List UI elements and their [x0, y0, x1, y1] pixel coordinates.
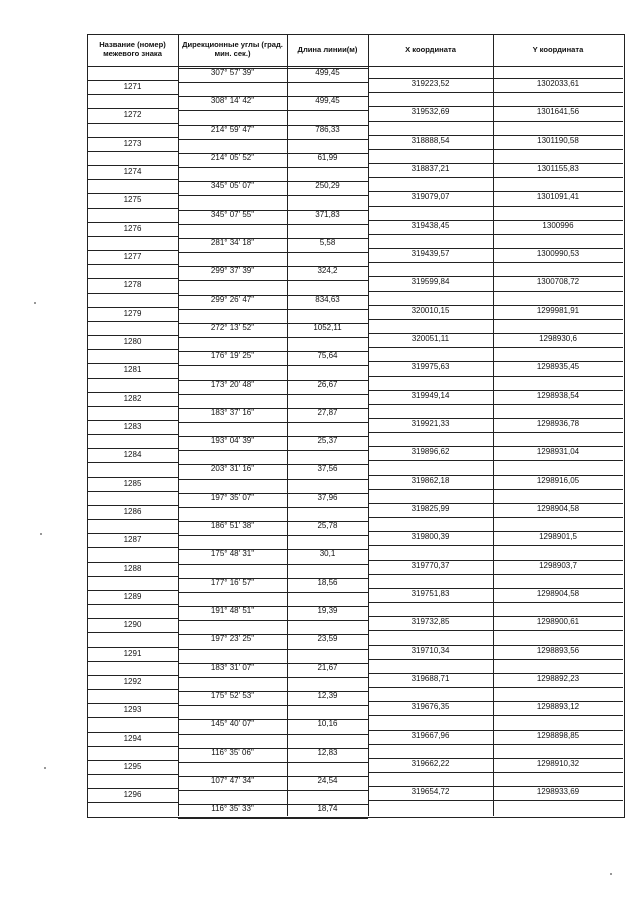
row-divider [368, 687, 623, 688]
row-divider [368, 234, 623, 235]
y-coordinate-cell: 1298903,7 [539, 560, 577, 570]
point-name-cell: 1287 [123, 535, 142, 545]
y-coordinate-cell: 1298898,85 [536, 730, 580, 740]
row-divider [87, 788, 178, 789]
row-divider [87, 80, 178, 81]
length-cell: 37,96 [317, 492, 338, 502]
row-divider [368, 659, 623, 660]
x-coordinate-cell: 319825,99 [411, 503, 450, 513]
point-name-cell: 1295 [123, 761, 142, 771]
x-coordinate-cell: 319732,85 [411, 617, 450, 627]
row-divider [178, 620, 368, 621]
row-divider [178, 224, 368, 225]
row-divider [178, 734, 368, 735]
y-coordinate-cell: 1298933,69 [536, 787, 580, 797]
row-divider [368, 92, 623, 93]
y-coordinate-cell: 1298930,6 [539, 334, 577, 344]
row-divider [178, 280, 368, 281]
x-coordinate-cell: 318837,21 [411, 164, 450, 174]
x-coordinate-cell: 319770,37 [411, 560, 450, 570]
angle-cell: 299° 26' 47" [210, 294, 255, 304]
row-divider [87, 746, 178, 747]
row-divider [87, 477, 178, 478]
angle-cell: 299° 37' 39" [210, 266, 255, 276]
length-cell: 371,83 [315, 209, 340, 219]
row-divider [87, 604, 178, 605]
row-divider [87, 222, 178, 223]
header-x: X координата [405, 44, 456, 54]
length-cell: 499,45 [315, 68, 340, 77]
x-coordinate-cell: 319676,35 [411, 702, 450, 712]
row-divider [178, 450, 368, 451]
row-divider [178, 252, 368, 253]
row-divider [87, 392, 178, 393]
length-cell: 24,54 [317, 776, 338, 785]
length-cell: 12,83 [317, 747, 338, 757]
row-divider [87, 632, 178, 633]
angle-cell: 191° 48' 51" [210, 606, 255, 616]
y-coordinate-cell: 1298893,56 [536, 645, 580, 655]
x-coordinate-cell: 319662,22 [411, 758, 450, 768]
row-divider [87, 448, 178, 449]
angle-cell: 175° 48' 31" [210, 549, 255, 559]
row-divider [178, 818, 368, 819]
angle-cell: 175° 52' 53" [210, 691, 255, 701]
row-divider [87, 108, 178, 109]
x-coordinate-cell: 319438,45 [411, 220, 450, 230]
point-name-cell: 1277 [123, 252, 142, 262]
x-coordinate-cell: 319439,57 [411, 249, 450, 259]
angle-cell: 107° 47' 34" [210, 776, 255, 785]
header-divider [87, 66, 623, 67]
y-coordinate-cell: 1299981,91 [536, 305, 580, 315]
scan-speck [40, 533, 42, 535]
scan-speck [610, 873, 612, 875]
row-divider [87, 519, 178, 520]
angle-cell: 345° 05' 07" [210, 181, 255, 191]
row-divider [87, 732, 178, 733]
point-name-cell: 1282 [123, 393, 142, 403]
row-divider [178, 167, 368, 168]
y-coordinate-cell: 1301190,58 [537, 135, 579, 145]
x-coordinate-cell: 320010,15 [411, 305, 450, 315]
y-coordinate-cell: 1298936,78 [536, 419, 580, 428]
y-coordinate-cell: 1298893,12 [536, 702, 580, 712]
row-divider [87, 703, 178, 704]
y-coordinate-cell: 1298916,05 [536, 475, 580, 485]
row-divider [368, 177, 623, 178]
angle-cell: 272° 13' 52" [210, 322, 255, 332]
y-coordinate-cell: 1300990,53 [536, 249, 580, 259]
row-divider [87, 434, 178, 435]
length-cell: 12,39 [317, 691, 338, 701]
point-name-cell: 1294 [123, 733, 142, 743]
y-coordinate-cell: 1298904,58 [536, 503, 580, 513]
header-angle: Дирекционные углы (град. мин. сек.) [182, 40, 283, 58]
row-divider [87, 505, 178, 506]
angle-cell: 214° 05' 52" [210, 152, 255, 162]
row-divider [87, 363, 178, 364]
row-divider [87, 193, 178, 194]
y-coordinate-cell: 1300996 [542, 220, 574, 230]
row-divider [87, 165, 178, 166]
scan-speck [34, 302, 36, 304]
scan-speck [44, 767, 46, 769]
row-divider [87, 802, 178, 803]
length-cell: 27,87 [317, 407, 338, 417]
point-name-cell: 1281 [123, 365, 142, 375]
length-cell: 61,99 [317, 152, 338, 162]
row-divider [87, 576, 178, 577]
x-coordinate-cell: 319751,83 [411, 588, 450, 598]
point-name-cell: 1291 [123, 648, 142, 658]
row-divider [368, 460, 623, 461]
length-cell: 25,37 [317, 436, 338, 446]
length-cell: 786,33 [315, 124, 340, 134]
header-y: Y координата [532, 44, 584, 54]
angle-cell: 145° 40' 07" [210, 719, 255, 729]
row-divider [87, 349, 178, 350]
angle-cell: 176° 19' 25" [210, 351, 255, 361]
x-coordinate-cell: 320051,11 [411, 334, 450, 344]
row-divider [87, 250, 178, 251]
length-cell: 19,39 [317, 606, 338, 616]
row-divider [178, 762, 368, 763]
y-coordinate-cell: 1298904,58 [536, 588, 580, 598]
length-cell: 25,78 [317, 521, 338, 531]
row-divider [87, 717, 178, 718]
point-name-cell: 1283 [123, 422, 142, 431]
point-name-cell: 1272 [123, 110, 142, 120]
row-divider [87, 618, 178, 619]
point-name-cell: 1278 [123, 280, 142, 290]
row-divider [368, 574, 623, 575]
point-name-cell: 1279 [123, 308, 142, 318]
length-cell: 18,74 [317, 804, 338, 814]
length-cell: 21,67 [317, 662, 338, 672]
x-coordinate-cell: 319862,18 [411, 475, 450, 485]
x-coordinate-cell: 319710,34 [411, 645, 450, 655]
point-name-cell: 1274 [123, 167, 142, 177]
angle-cell: 183° 37' 16" [210, 407, 255, 417]
row-divider [87, 760, 178, 761]
row-divider [368, 149, 623, 150]
row-divider [178, 705, 368, 706]
y-coordinate-cell: 1302033,61 [536, 79, 580, 89]
row-divider [368, 489, 623, 490]
row-divider [87, 675, 178, 676]
row-divider [87, 689, 178, 690]
point-name-cell: 1286 [123, 506, 142, 516]
x-coordinate-cell: 319896,62 [411, 447, 450, 457]
y-coordinate-cell: 1301641,56 [536, 107, 580, 117]
row-divider [87, 307, 178, 308]
row-divider [368, 800, 623, 801]
point-name-cell: 1284 [123, 450, 142, 460]
row-divider [87, 661, 178, 662]
row-divider [368, 772, 623, 773]
y-coordinate-cell: 1298931,04 [536, 447, 580, 457]
point-name-cell: 1289 [123, 591, 142, 601]
x-coordinate-cell: 319667,96 [411, 730, 450, 740]
row-divider [368, 319, 623, 320]
length-cell: 26,67 [317, 379, 338, 389]
row-divider [368, 206, 623, 207]
row-divider [178, 195, 368, 196]
point-name-cell: 1292 [123, 676, 142, 686]
row-divider [178, 479, 368, 480]
angle-cell: 173° 20' 48" [210, 379, 255, 389]
angle-cell: 183° 31' 07" [210, 662, 255, 672]
row-divider [87, 590, 178, 591]
y-coordinate-cell: 1298935,45 [536, 362, 580, 372]
angle-cell: 116° 35' 06" [211, 747, 254, 757]
row-divider [368, 715, 623, 716]
point-name-cell: 1285 [123, 478, 142, 488]
length-cell: 10,16 [317, 719, 338, 729]
y-coordinate-cell: 1301155,83 [537, 164, 579, 174]
row-divider [178, 592, 368, 593]
row-divider [178, 535, 368, 536]
length-cell: 37,56 [317, 464, 338, 474]
angle-cell: 197° 35' 07" [210, 492, 255, 502]
angle-cell: 307° 57' 39" [210, 68, 255, 77]
angle-cell: 193° 04' 39" [210, 436, 255, 446]
y-coordinate-cell: 1300708,72 [536, 277, 580, 287]
length-cell: 499,45 [315, 96, 340, 106]
header-name: Название (номер) межевого знака [99, 40, 166, 58]
x-coordinate-cell: 319532,69 [411, 107, 450, 117]
point-name-cell: 1280 [123, 337, 142, 347]
angle-cell: 214° 59' 47" [210, 124, 255, 134]
header-length: Длина линии(м) [297, 44, 358, 54]
x-coordinate-cell: 319688,71 [411, 673, 450, 683]
row-divider [368, 121, 623, 122]
row-divider [87, 94, 178, 95]
row-divider [178, 790, 368, 791]
point-name-cell: 1290 [123, 620, 142, 630]
x-coordinate-cell: 319654,72 [411, 787, 450, 797]
angle-cell: 281° 34' 18" [210, 237, 255, 247]
row-divider [368, 262, 623, 263]
row-divider [368, 744, 623, 745]
x-coordinate-cell: 319599,84 [411, 277, 450, 287]
y-coordinate-cell: 1301091,41 [536, 192, 580, 202]
x-coordinate-cell: 319975,63 [411, 362, 450, 372]
row-divider [87, 278, 178, 279]
row-divider [178, 337, 368, 338]
x-coordinate-cell: 318888,54 [411, 135, 450, 145]
row-divider [87, 151, 178, 152]
y-coordinate-cell: 1298892,23 [536, 673, 580, 683]
row-divider [87, 491, 178, 492]
row-divider [368, 630, 623, 631]
angle-cell: 186° 51' 38" [210, 521, 255, 531]
x-coordinate-cell: 319223,52 [411, 79, 450, 89]
row-divider [178, 82, 368, 83]
row-divider [87, 562, 178, 563]
angle-cell: 116° 35' 33" [211, 804, 254, 814]
row-divider [87, 179, 178, 180]
point-name-cell: 1273 [123, 138, 142, 148]
row-divider [368, 517, 623, 518]
point-name-cell: 1288 [123, 563, 142, 573]
row-divider [368, 404, 623, 405]
row-divider [178, 139, 368, 140]
row-divider [178, 649, 368, 650]
length-cell: 250,29 [315, 181, 340, 191]
row-divider [368, 602, 623, 603]
row-divider [178, 564, 368, 565]
length-cell: 18,56 [317, 577, 338, 587]
x-coordinate-cell: 319079,07 [411, 192, 450, 202]
x-coordinate-cell: 319921,33 [411, 419, 450, 428]
coordinates-table [87, 34, 625, 818]
point-name-cell: 1276 [123, 223, 142, 233]
row-divider [368, 545, 623, 546]
row-divider [368, 376, 623, 377]
row-divider [178, 309, 368, 310]
row-divider [178, 110, 368, 111]
row-divider [178, 507, 368, 508]
length-cell: 1052,11 [313, 322, 342, 332]
y-coordinate-cell: 1298901,5 [539, 532, 577, 542]
length-cell: 834,63 [315, 294, 340, 304]
point-name-cell: 1271 [123, 82, 142, 92]
row-divider [87, 335, 178, 336]
row-divider [368, 291, 623, 292]
row-divider [87, 123, 178, 124]
row-divider [87, 533, 178, 534]
row-divider [87, 462, 178, 463]
length-cell: 324,2 [317, 266, 338, 276]
angle-cell: 308° 14' 42" [210, 96, 255, 106]
row-divider [87, 321, 178, 322]
y-coordinate-cell: 1298910,32 [536, 758, 580, 768]
row-divider [178, 394, 368, 395]
row-divider [87, 208, 178, 209]
length-cell: 75,64 [317, 351, 338, 361]
angle-cell: 197° 23' 25" [210, 634, 255, 644]
point-name-cell: 1275 [123, 195, 142, 205]
row-divider [87, 264, 178, 265]
length-cell: 30,1 [319, 549, 336, 559]
row-divider [178, 422, 368, 423]
angle-cell: 345° 07' 55" [210, 209, 255, 219]
row-divider [368, 432, 623, 433]
point-name-cell: 1296 [123, 790, 142, 800]
row-divider [87, 378, 178, 379]
row-divider [87, 774, 178, 775]
x-coordinate-cell: 319800,39 [411, 532, 450, 542]
row-divider [87, 647, 178, 648]
row-divider [178, 677, 368, 678]
row-divider [178, 365, 368, 366]
angle-cell: 203° 31' 16" [210, 464, 255, 474]
row-divider [368, 347, 623, 348]
row-divider [87, 547, 178, 548]
length-cell: 23,59 [317, 634, 338, 644]
row-divider [87, 406, 178, 407]
point-name-cell: 1293 [123, 705, 142, 715]
y-coordinate-cell: 1298938,54 [536, 390, 580, 400]
row-divider [87, 137, 178, 138]
row-divider [87, 293, 178, 294]
length-cell: 5,58 [319, 237, 336, 247]
row-divider [87, 236, 178, 237]
row-divider [87, 420, 178, 421]
y-coordinate-cell: 1298900,61 [536, 617, 580, 627]
angle-cell: 177° 16' 57" [210, 577, 255, 587]
x-coordinate-cell: 319949,14 [411, 390, 450, 400]
